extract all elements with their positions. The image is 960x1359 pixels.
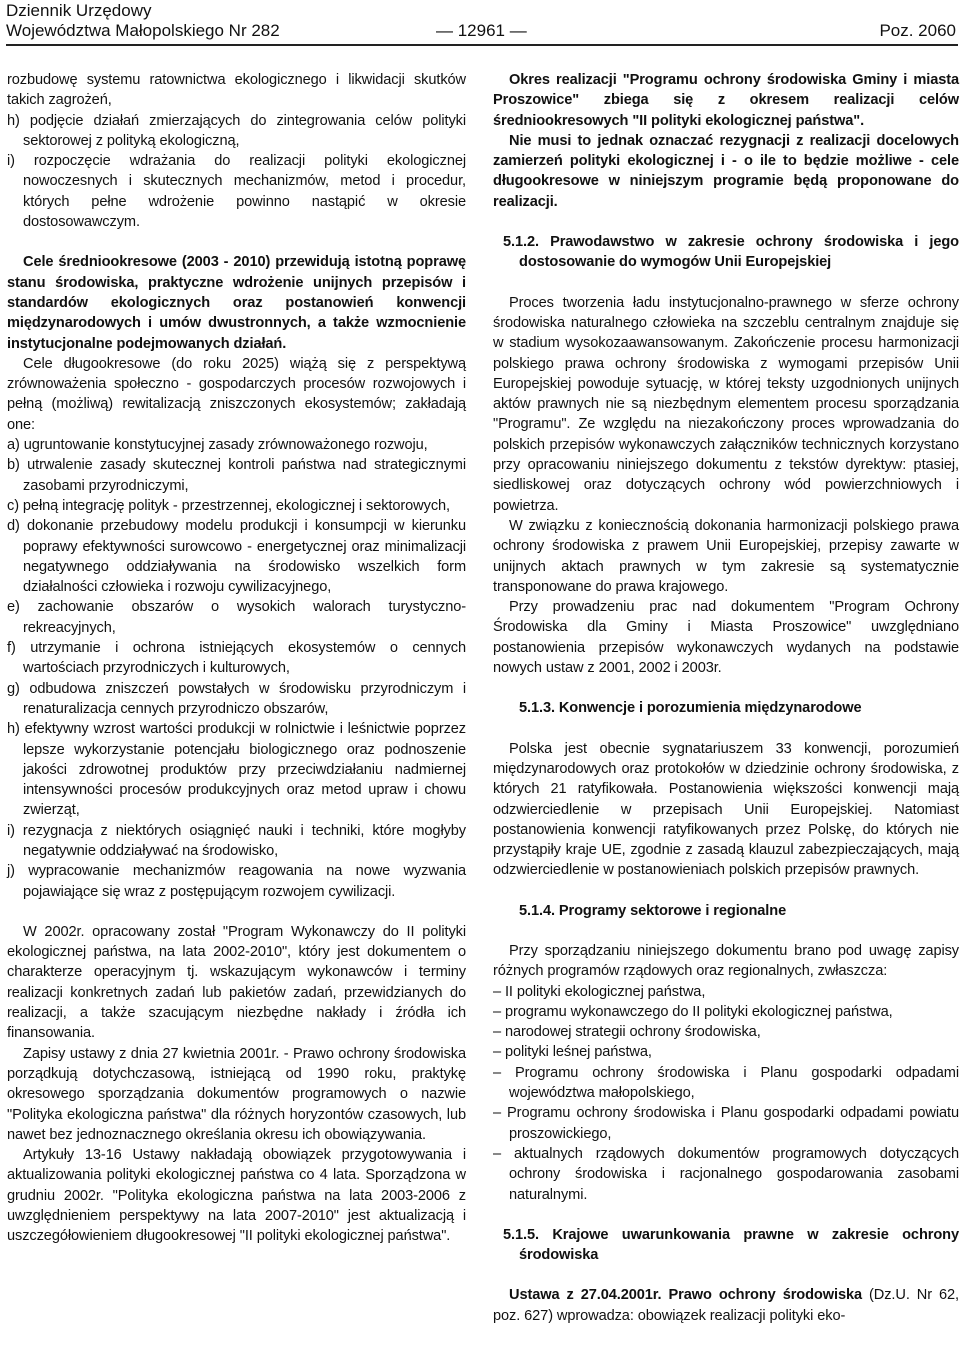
section-5-1-3-title: 5.1.3. Konwencje i porozumienia międzynarodowe: [519, 700, 862, 717]
long-term-item-h: h) efektywny wzrost wartości produkcji w rolnictwie i leśnictwie poprzez lepsze wykorzystanie potencjału biologicznego oraz podnoszenie jakości zdrowotnej produktów przy przeciwdziałaniu nadmiernej intensywności procesów produkcyjnych oraz metod upraw i chowu zwierząt,: [7, 721, 466, 819]
list-item-i: i) rozpoczęcie wdrażania do realizacji polityki ekologicznej nowoczesnych i skutecznych mechanizmów, metod i procedur, których pełne wdrożenie powinno nastąpić w okresie dostosowawczym.: [7, 153, 466, 231]
program-list-item: – polityki leśnej państwa,: [493, 1044, 652, 1061]
program-list-item: – narodowej strategii ochrony środowiska,: [493, 1024, 761, 1041]
section-5-1-4-title: 5.1.4. Programy sektorowe i regionalne: [519, 902, 787, 919]
section-5-1-5-title: 5.1.5. Krajowe uwarunkowania prawne w zakresie ochrony środowiska: [503, 1226, 959, 1264]
intro-bold-1: Okres realizacji "Programu ochrony środowiska Gminy i miasta Proszowice" zbiega się z okresem realizacji celów średniookresowych "II polityki ekologicznej państwa".: [493, 72, 959, 129]
long-term-item-f: f) utrzymanie i ochrona istniejących ekosystemów o cennych wartościach przyrodniczych i kulturowych,: [7, 640, 466, 677]
section-5-1-2-p1: Proces tworzenia ładu instytucjonalno-prawnego w sferze ochrony środowiska naturalnego człowieka na szczeblu centralnym znajduje się w stadium wysokozaawansowanym. Zakończenie procesu harmonizacji polskiego prawa ochrony środowiska z wymogami przepisów Unii Europejskiej powoduje sytuację, w której teksty uzgodnionych unijnych aktów prawnych nie są niezbędnym elementem procesu sporządzania "Programu". Ze względu na niezakończony proces wprowadzania do polskich przepisów wykonawczych załączników technicznych korzystano przy opracowaniu niniejszego dokumentu z tekstów dyrektyw: ptasiej, siedliskowej oraz dotyczących ochrony wód powierzchniowych i powietrza.: [493, 294, 959, 514]
long-term-item-j: j) wypracowanie mechanizmów reagowania na nowe wyzwania pojawiające się wraz z postępującym rozwojem cywilizacji.: [7, 863, 466, 900]
program-list-item: – II polityki ekologicznej państwa,: [493, 983, 706, 1000]
long-term-intro: Cele długookresowe (do roku 2025) wiążą się z perspektywą zrównoważenia społeczno - gospodarczych procesów rozwojowych i pełną (możliwą) rewitalizacją zniszczonych ekosystemów; zakładają one:: [7, 355, 466, 433]
list-continuation: rozbudowę systemu ratownictwa ekologicznego i likwidacji skutków takich zagrożeń,: [7, 72, 466, 109]
long-term-item-e: e) zachowanie obszarów o wysokich walorach turystyczno-rekreacyjnych,: [7, 599, 466, 636]
long-term-item-d: d) dokonanie przebudowy modelu produkcji i konsumpcji w kierunku poprawy efektywności surowcowo - energetycznej oraz minimalizacji negatywnego oddziaływania na środowisko wszelkich form działalności człowieka i rozwoju cywilizacyjnego,: [7, 518, 466, 596]
position-number: Poz. 2060: [879, 21, 956, 40]
section-5-1-2-p3: Przy prowadzeniu prac nad dokumentem "Program Ochrony Środowiska dla Gminy i Miasta Proszowice" uwzględniano postanowienia przepisów wykonawczych wydanych na podstawie nowych ustaw z 2001, 2002 i 2003r.: [493, 599, 959, 677]
long-term-item-g: g) odbudowa zniszczeń powstałych w środowisku przyrodniczym i renaturalizacja cennych przyrodniczo obszarów,: [7, 680, 466, 717]
program-list-item: – aktualnych rządowych dokumentów programowych dotyczących ochrony środowiska i racjonalnego gospodarowania zasobami naturalnymi.: [493, 1145, 959, 1203]
paragraph-2002-program: W 2002r. opracowany został "Program Wykonawczy do II polityki ekologicznej państwa, na lata 2002-2010", który jest dokumentem o charakterze operacyjnym tj. wskazującym wykonawców i terminy realizacji konkretnych zadań lub pakietów zadań, przewidzianych do realizacji, a także szacującym niezbędne nakłady i źródła ich finansowania.: [7, 923, 466, 1042]
long-term-item-i: i) rezygnacja z niektórych osiągnięć nauki i techniki, które mogłyby negatywnie oddziaływać na środowisko,: [7, 822, 466, 859]
act-name-bold: Ustawa z 27.04.2001r. Prawo ochrony środowiska: [509, 1287, 863, 1304]
header-rule: [6, 44, 958, 46]
program-list-item: – programu wykonawczego do II polityki ekologicznej państwa,: [493, 1003, 893, 1020]
program-list-item: – Programu ochrony środowiska i Planu gospodarki odpadami powiatu proszowickiego,: [493, 1105, 959, 1142]
journal-title: Dziennik Urzędowy: [6, 1, 152, 20]
paragraph-act-2001: Zapisy ustawy z dnia 27 kwietnia 2001r. - Prawo ochrony środowiska porządkują dotychczasową, istniejącą od 1990 roku, praktykę okresowego sporządzania dokumentów programowych o nazwie "Polityka ekologiczna państwa" dla różnych horyzontów czasowych, lub nawet bez jednoznacznego określania okresu ich obowiązywania.: [7, 1045, 466, 1143]
left-column: [7, 70, 466, 1247]
mid-term-goals: Cele średniookresowe (2003 - 2010) przewidują istotną poprawę stanu środowiska, praktyczne wdrożenie unijnych przepisów i standardów ekologicznych oraz postanowień konwencji międzynarodowych i umów dwustronnych, a także wzmocnienie instytucjonalne podejmowanych działań.: [7, 254, 466, 352]
long-term-item-a: a) ugruntowanie konstytucyjnej zasady zrównoważonego rozwoju,: [7, 437, 428, 454]
page-header: [6, 0, 958, 48]
right-column: [493, 70, 959, 1326]
page-number: — 12961 —: [436, 21, 527, 40]
paragraph-articles-13-16: Artykuły 13-16 Ustawy nakładają obowiązek przygotowywania i aktualizowania polityki ekologicznej państwa co 4 lata. Sporządzona w grudniu 2002r. "Polityka ekologiczna państwa na lata 2003-2006 z uwzględnieniem perspektywy na lata 2007-2010" jest aktualizacją i uszczegółowieniem długookresowej "II polityki ekologicznej państwa".: [7, 1147, 466, 1245]
intro-bold-2: Nie musi to jednak oznaczać rezygnacji z realizacji docelowych zamierzeń polityki ekologicznej i - o ile to będzie możliwe - cele długookresowe w niniejszym programie będą proponowane do realizacji.: [493, 132, 959, 210]
section-5-1-3-p1: Polska jest obecnie sygnatariuszem 33 konwencji, porozumień międzynarodowych oraz protokołów w dziedzinie ochrony środowiska, z których 21 ratyfikowała. Postanowienia większości konwencji mają odzwierciedlenie w przepisach Unii Europejskiej. Natomiast postanowienia konwencji ratyfikowanych przez Polskę, do których nie przystąpiły kraje UE, zgodnie z zasadą klauzul zabezpieczających, mają odzwierciedlenie w postanowieniach polskich przepisów prawnych.: [493, 740, 959, 879]
section-5-1-2-title: 5.1.2. Prawodawstwo w zakresie ochrony środowiska i jego dostosowanie do wymogów Unii Europejskiej: [503, 234, 959, 271]
long-term-item-b: b) utrwalenie zasady skutecznej kontroli państwa nad strategicznymi zasobami przyrodniczymi,: [7, 457, 466, 494]
section-5-1-2-p2: W związku z koniecznością dokonania harmonizacji polskiego prawa ochrony środowiska z prawem Unii Europejskiej, przepisy zawarte w unijnych aktach prawnych w tym zakresie są systematycznie transponowane do prawa krajowego.: [493, 517, 959, 595]
section-5-1-5-p1: [493, 1285, 959, 1326]
list-item-h: h) podjęcie działań zmierzających do zintegrowania celów polityki sektorowej z polityką ekologiczną,: [7, 112, 466, 149]
section-5-1-4-intro: Przy sporządzaniu niniejszego dokumentu brano pod uwagę zapisy różnych programów rządowych oraz regionalnych, zwłaszcza:: [493, 942, 959, 980]
act-reference: (Dz.U. Nr 62, poz. 627) wprowadza: obowiązek realizacji polityki eko-: [493, 1287, 959, 1324]
long-term-item-c: c) pełną integrację polityk - przestrzennej, ekologicznej i sektorowych,: [7, 497, 450, 514]
journal-issue: Województwa Małopolskiego Nr 282: [6, 21, 280, 40]
program-list-item: – Programu ochrony środowiska i Planu gospodarki odpadami województwa małopolskiego,: [493, 1064, 959, 1102]
